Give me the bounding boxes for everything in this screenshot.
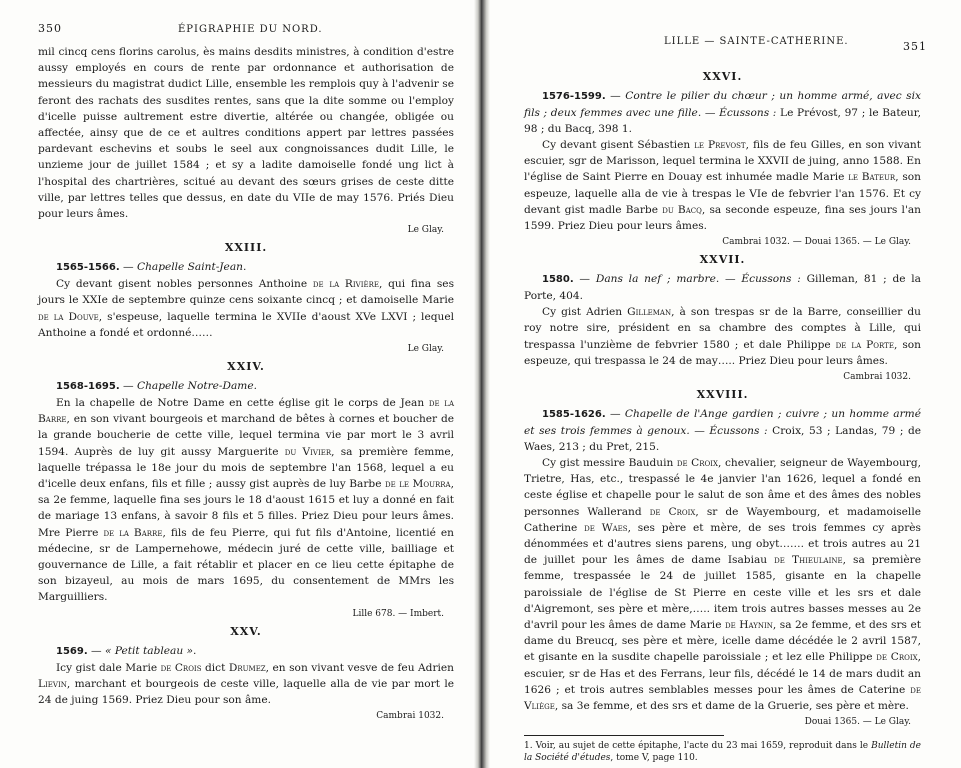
entry-dash: — [573, 273, 596, 286]
footnote-title: Bulletin de la Société d'études [524, 741, 922, 764]
entry-text-part: Cy gist Adrien [542, 306, 628, 319]
entry-text-part: , en son vivant bourgeois et marchand de bêtes à cornes et boucher de la grande boucherie de cette ville, lequel termina vie par mort le 3 avril 1594. Auprès de luy git aussy Marguerite [38, 413, 454, 458]
book-gutter [474, 0, 490, 768]
left-page [0, 0, 474, 768]
entry-years: 1585-1626. [542, 409, 606, 421]
entry-dash: — [119, 261, 137, 274]
person-name: de le Mourra [385, 478, 451, 491]
entry-numeral: XXIV. [227, 360, 265, 374]
entry-text-part: , son espeuze, qui trespassa le 24 de may….. Priez Dieu pour leurs âmes. [524, 338, 922, 367]
entry-text-part: , sa première femme, laquelle trépassa le 18e jour du mois de septembre l'an 1568, lequel a eu d'icelle deux enfans, fils et fille ; aussy gist auprès de luy Barbe [38, 445, 454, 491]
entry-text-part: , s'espeuse, laquelle termina le XVIIe d'aoust XVe LXVI ; lequel Anthoine a fondé et ordonné…… [38, 310, 454, 339]
right-page [490, 0, 961, 768]
entry-source: Cambrai 1032. [843, 372, 911, 383]
entry-text-part: , ses père et mère, de ses trois femmes cy après dénommées et d'autres siens parens, ung obyt……. et trois autres au 21 de juillet pour les âmes de dame Isabiau [524, 521, 921, 567]
entry-text-part: Cy devant gisent nobles personnes Anthoine [56, 278, 313, 291]
footnote-prefix: 1. Voir, au sujet de cette épitaphe, l'acte du 23 mai 1659, reproduit dans le [524, 741, 872, 752]
entry-text [524, 137, 921, 234]
person-name: de Vliège [524, 683, 921, 713]
entry-heading [524, 88, 921, 137]
person-name: Gilleman [627, 306, 672, 319]
entry-location: Chapelle Saint-Jean. [136, 261, 247, 274]
entry-source: Le Glay. [407, 344, 444, 355]
person-name: de Croix [649, 505, 696, 518]
entry-text-part: , sa 2e femme, et des srs et dame du Breucq, ses père et mère, icelle dame décédée le 2 avril 1587, et gisante en la susdite chapelle paroissiale ; et lez elle Philippe [524, 619, 921, 664]
entry-years: 1580. [542, 274, 574, 286]
entry-years: 1576-1599. [542, 91, 606, 102]
entry-text-part: , sa 2e femme, laquelle fina ses jours le 18 d'aoust 1615 et luy a donné en fait de mariage 13 enfans, à savoir 8 fils et 5 filles. Priez Dieu pour leurs âmes. Mre Pierre [38, 478, 454, 539]
entry-dash: — [605, 90, 626, 102]
entry-text-part: , en son vivant vesve de feu Adrien [265, 661, 454, 674]
entry-location: « Petit tableau ». [104, 644, 197, 657]
entry-text [38, 660, 454, 709]
left-running-header [38, 22, 454, 44]
entry-source: Lille 678. — Imbert. [352, 608, 444, 619]
entry-text-part: , fils de feu Gilles, en son vivant escuier, sgr de Marisson, lequel termina le XXVII de juing, anno 1588. En l'église de Saint Pierre en Douay est inhumée madle Marie [524, 139, 921, 184]
person-name: de Crois [160, 661, 202, 674]
left-entries [38, 241, 454, 723]
person-name: de Waes [584, 521, 628, 534]
entry-dash: — [119, 380, 137, 393]
entry-heading [38, 259, 454, 276]
continuation-source: Le Glay. [407, 225, 444, 236]
entry-location-tail: Croix, 53 ; Landas, 79 ; de Waes, 213 ; du Pret, 215. [524, 425, 922, 454]
entry-heading [38, 643, 454, 660]
left-page-number: 350 [38, 22, 62, 35]
entry-text [38, 276, 454, 341]
entry-text-part: Icy gist dale Marie [56, 661, 161, 674]
person-name: du Bacq [662, 203, 702, 216]
entry-source: Cambrai 1032. [376, 711, 444, 722]
person-name: de la Rivière [312, 278, 379, 291]
entry-location: Contre le pilier du chœur ; un homme armé, avec six fils ; deux femmes avec une fille. — Écussons : [524, 90, 921, 119]
entry-text-part: , à son trespas sr de la Barre, conseillier du roy notre sire, président en sa chambre des comptes à Lille, qui trespassa l'unzième de febvrier 1580 ; et dale Philippe [524, 306, 921, 351]
entry-source: Cambrai 1032. — Douai 1365. — Le Glay. [722, 237, 911, 248]
entry-text-part: , marchant et bourgeois de ceste ville, laquelle alla de vie par mort le 24 de juing 1569. Priez Dieu pour son âme. [38, 677, 454, 707]
left-running-title: ÉPIGRAPHIE DU NORD. [178, 24, 323, 35]
entry-location-tail: Gilleman, 81 ; de la Porte, 404. [524, 273, 922, 303]
entry-heading [524, 406, 921, 455]
entry-numeral: XXIII. [224, 241, 268, 255]
entry-text-part: , sr de Wayembourg, et madamoiselle Catherine [524, 505, 921, 534]
entry-dash: — [87, 644, 105, 657]
person-name: de la Barre [103, 526, 163, 539]
entry-heading [524, 271, 921, 304]
entry-text [38, 395, 454, 606]
entry-location: Chapelle de l'Ange gardien ; cuivre ; un homme armé et ses trois femmes à genoux. — Écussons : [524, 408, 921, 438]
person-name: de la Barre [38, 397, 455, 426]
person-name: de Croix [876, 651, 918, 664]
entry-years: 1569. [56, 645, 88, 657]
entry-heading [38, 378, 454, 395]
person-name: de la Douve [38, 310, 99, 323]
entry-text-part: , son espeuze, laquelle alla de vie à trespas le VIe de febvrier l'an 1576. Et cy devant gist madle Barbe [524, 171, 921, 216]
person-name: de Croix [676, 457, 719, 470]
continuation-text: mil cincq cens florins carolus, ès mains desdits ministres, à condition d'estre aussy employés en cours de rente par ordonnance et authorisation de messieurs du magistrat dudict Lille, ensemble les remplois quy à l'advenir se feront des rachats des susdites rentes, sans que la dite somme ou l'employ d'icelle puisse aultrement estre divertie, altérée ou changée, obligée ou affectée, ainsy que de ce et aultres conditions appert par lettres passées pardevant eschevins et soubs le seel aux congnoissances dudit Lille, le unzieme jour de juillet 1584 ; et sy a ladite damoiselle fondé ung lict à l'hospital des chartrières, scitué au devant des sœurs grises de ceste ditte ville, par lettres telles que dessus, en date du VIIe de may 1576. Priés Dieu pour leurs âmes. [38, 46, 454, 221]
entry-numeral: XXV. [230, 624, 262, 638]
entry-years: 1565-1566. [56, 262, 120, 274]
footnote [524, 740, 921, 764]
entry-dash: — [605, 408, 625, 421]
person-name: de Haynin [724, 619, 773, 632]
entry-location: Dans la nef ; marbre. — Écussons : [595, 273, 801, 286]
entry-text-part: , escuier, sr de Has et des Ferrans, leur fils, décédé le 14 de mars dudit an 1626 ; et trois autres semblables messes pour les âmes de Caterine [524, 651, 922, 696]
footnote-suffix: , tome V, page 110. [610, 753, 698, 764]
entry-years: 1568-1695. [56, 381, 120, 393]
person-name: Lievin [38, 677, 67, 690]
entry-text-part: En la chapelle de Notre Dame en cette église git le corps de Jean [56, 397, 429, 410]
entry-source: Douai 1365. — Le Glay. [804, 717, 911, 728]
entry-text-part: Cy gist messire Bauduin [542, 457, 677, 470]
entry-numeral: XXVIII. [696, 388, 749, 402]
right-running-title: LILLE — SAINTE-CATHERINE. [664, 36, 849, 47]
entry-text-part: , sa seconde espeuze, fina ses jours l'an 1599. Priez Dieu pour leurs âmes. [524, 203, 921, 233]
entry-text-part: , sa première femme, trespassée le 24 de juillet 1585, gisante en la chapelle paroissiale de l'église de St Pierre en ceste ville et les srs et dale d'Aigremont, ses père et mère,….. item trois autres basses messes au 2e d'avril pour les âmes de dame Marie [524, 554, 921, 632]
entry-text [524, 304, 921, 369]
entry-numeral: XXVII. [699, 253, 746, 267]
entry-text-part: , qui fina ses jours le XXIe de septembre quinze cens soixante cincq ; et damoiselle Marie [38, 278, 455, 307]
person-name: de la Porte [835, 338, 894, 351]
entry-text-part: dict [201, 661, 229, 674]
entry-text [524, 455, 921, 714]
right-entries [524, 70, 921, 729]
entry-text-part: , sa 3e femme, et des srs et dame de la Gruerie, ses père et mère. [554, 700, 909, 713]
person-name: de Thieulaine [774, 554, 843, 567]
person-name: le Prevost [694, 139, 746, 151]
entry-text-part: , chevalier, seigneur de Wayembourg, Trietre, Has, etc., trespassé le 4e janvier l'an 1626, lequel a fondé en ceste église et chapelle pour le salut de son âme et des âmes des nobles personnes Wallerand [524, 457, 921, 518]
entry-location-tail: Le Prévost, 97 ; le Bateur, 98 ; du Bacq, 398 1. [524, 107, 921, 135]
right-running-header [524, 26, 927, 66]
entry-text-part: Cy devant gisent Sébastien [542, 139, 695, 151]
entry-text-part: , fils de feu Pierre, qui fut fils d'Antoine, licentié en médecine, sr de Lampernehowe, médecin juré de cette ville, bailliage et gouvernance de Lille, a fait rétablir et placer en ce lieu cette épitaphe de son bizayeul, au mois de mars 1695, du consentement de MMrs les Marguilliers. [38, 526, 455, 604]
footnote-rule [524, 735, 724, 736]
person-name: Drumez [228, 661, 266, 674]
right-page-number: 351 [903, 40, 927, 53]
entry-location: Chapelle Notre-Dame. [136, 380, 257, 393]
entry-numeral: XXVI. [702, 70, 743, 83]
person-name: le Bateur [848, 171, 896, 184]
person-name: du Vivier [284, 445, 332, 458]
